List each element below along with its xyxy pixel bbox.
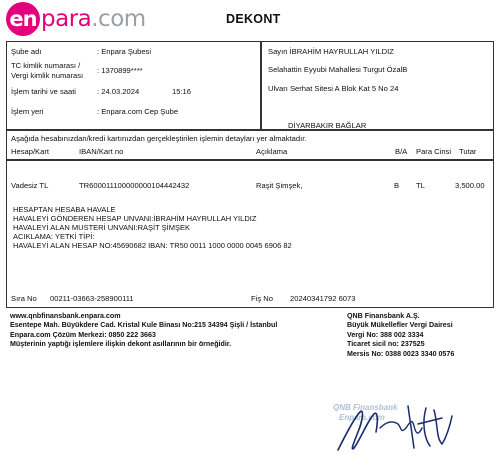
detail-line-2: HAVALEYİ GÖNDEREN HESAP UNVANI:İBRAHİM HAYRULLAH YILDIZ	[13, 214, 257, 223]
bank-address: Esentepe Mah. Büyükdere Cad. Kristal Kule Binası No:215 34394 Şişli / İstanbul	[10, 321, 278, 330]
branch-info-box	[6, 41, 261, 130]
col-header-iban: IBAN/Kart no	[79, 147, 124, 156]
trade-registry: Ticaret sicil no: 237525	[347, 340, 425, 349]
logo-com: .com	[91, 6, 146, 32]
bank-legal-name: QNB Finansbank A.Ş.	[347, 312, 420, 320]
location-label: İşlem yeri	[11, 107, 44, 116]
recipient-name: Sayın İBRAHİM HAYRULLAH YILDIZ	[268, 47, 394, 56]
sira-label: Sıra No	[11, 294, 37, 303]
tax-office: Büyük Mükellefler Vergi Dairesi	[347, 321, 453, 330]
row-amount: 3,500.00	[455, 181, 485, 190]
fis-label: Fiş No	[251, 294, 273, 303]
col-header-ba: B/A	[395, 147, 408, 156]
row-currency: TL	[416, 181, 425, 190]
branch-label: Şube adı	[11, 47, 42, 56]
detail-line-5: HAVALEYİ ALAN HESAP NO:45690682 IBAN: TR50 0011 1000 0000 0045 6906 82	[13, 241, 292, 250]
row-account: Vadesiz TL	[11, 181, 49, 190]
location-value: : Enpara.com Cep Şube	[97, 107, 179, 116]
location-row	[11, 107, 178, 117]
datetime-row	[11, 87, 191, 97]
tax-id-row	[11, 61, 143, 80]
detail-line-1: HESAPTAN HESABA HAVALE	[13, 205, 116, 214]
bank-website: www.qnbfinansbank.enpara.com	[10, 312, 121, 320]
enpara-logo	[6, 3, 146, 35]
address-city: DİYARBAKIR BAĞLAR	[288, 121, 367, 130]
transaction-note: Aşağıda hesabınızdan/kredi kartınızdan gerçekleştirilen işlemin detayları yer almaktadır.	[11, 134, 307, 143]
transaction-details-box	[6, 160, 494, 308]
transaction-note-box	[6, 130, 494, 160]
stamp-line-2: Enpara.com	[339, 413, 385, 422]
col-header-amount: Tutar	[459, 147, 477, 156]
signature-image	[330, 398, 460, 458]
receipt-disclaimer: Müşterinin yaptığı işlemlere ilişkin dekont asıllarının bir örneğidir.	[10, 340, 232, 349]
datetime-label: İşlem tarihi ve saati	[11, 87, 76, 96]
mersis-number: Mersis No: 0388 0023 3340 0576	[347, 349, 455, 358]
row-iban: TR600011100000000104442432	[79, 181, 190, 190]
detail-line-4: ACIKLAMA: YETKİ TİPİ:	[13, 232, 95, 241]
address-line-2: Ulvarı Serhat Sitesi A Blok Kat 5 No 24	[268, 84, 399, 93]
sira-value: 00211-03663-258900111	[50, 294, 134, 303]
recipient-address-box	[261, 41, 494, 130]
document-title: DEKONT	[226, 12, 281, 26]
tax-id-value: : 1370899****	[97, 66, 143, 75]
time-value: 15:16	[172, 87, 192, 96]
tax-id-label: TC kimlik numarası / Vergi kimlik numarası	[11, 61, 84, 80]
bank-legal-block	[347, 312, 454, 359]
detail-line-3: HAVALEYİ ALAN MUSTERİ UNVANI:RAŞİT ŞİMŞEK	[13, 223, 190, 232]
address-line-1: Selahattin Eyyubi Mahallesi Turgut ÖzalB	[268, 65, 408, 74]
col-header-currency: Para Cinsi	[416, 147, 452, 156]
tax-number: Vergi No: 388 002 3334	[347, 330, 424, 339]
logo-badge: en	[6, 2, 40, 36]
row-ba: B	[394, 181, 400, 190]
fis-value: 20240341792 6073	[290, 294, 356, 303]
col-header-account: Hesap/Kart	[11, 147, 49, 156]
bank-contact-block	[10, 312, 277, 350]
date-value: : 24.03.2024	[97, 87, 140, 96]
row-description: Raşit Şimşek,	[256, 181, 303, 190]
branch-row	[11, 47, 151, 57]
stamp-line-1: QNB Finansbank	[333, 403, 398, 412]
col-header-description: Açıklama	[256, 147, 288, 156]
branch-value: : Enpara Şubesi	[97, 47, 152, 56]
bank-support-line: Enpara.com Çözüm Merkezi: 0850 222 3663	[10, 330, 156, 339]
logo-para: para	[41, 6, 92, 32]
logo-wordmark	[41, 6, 146, 32]
